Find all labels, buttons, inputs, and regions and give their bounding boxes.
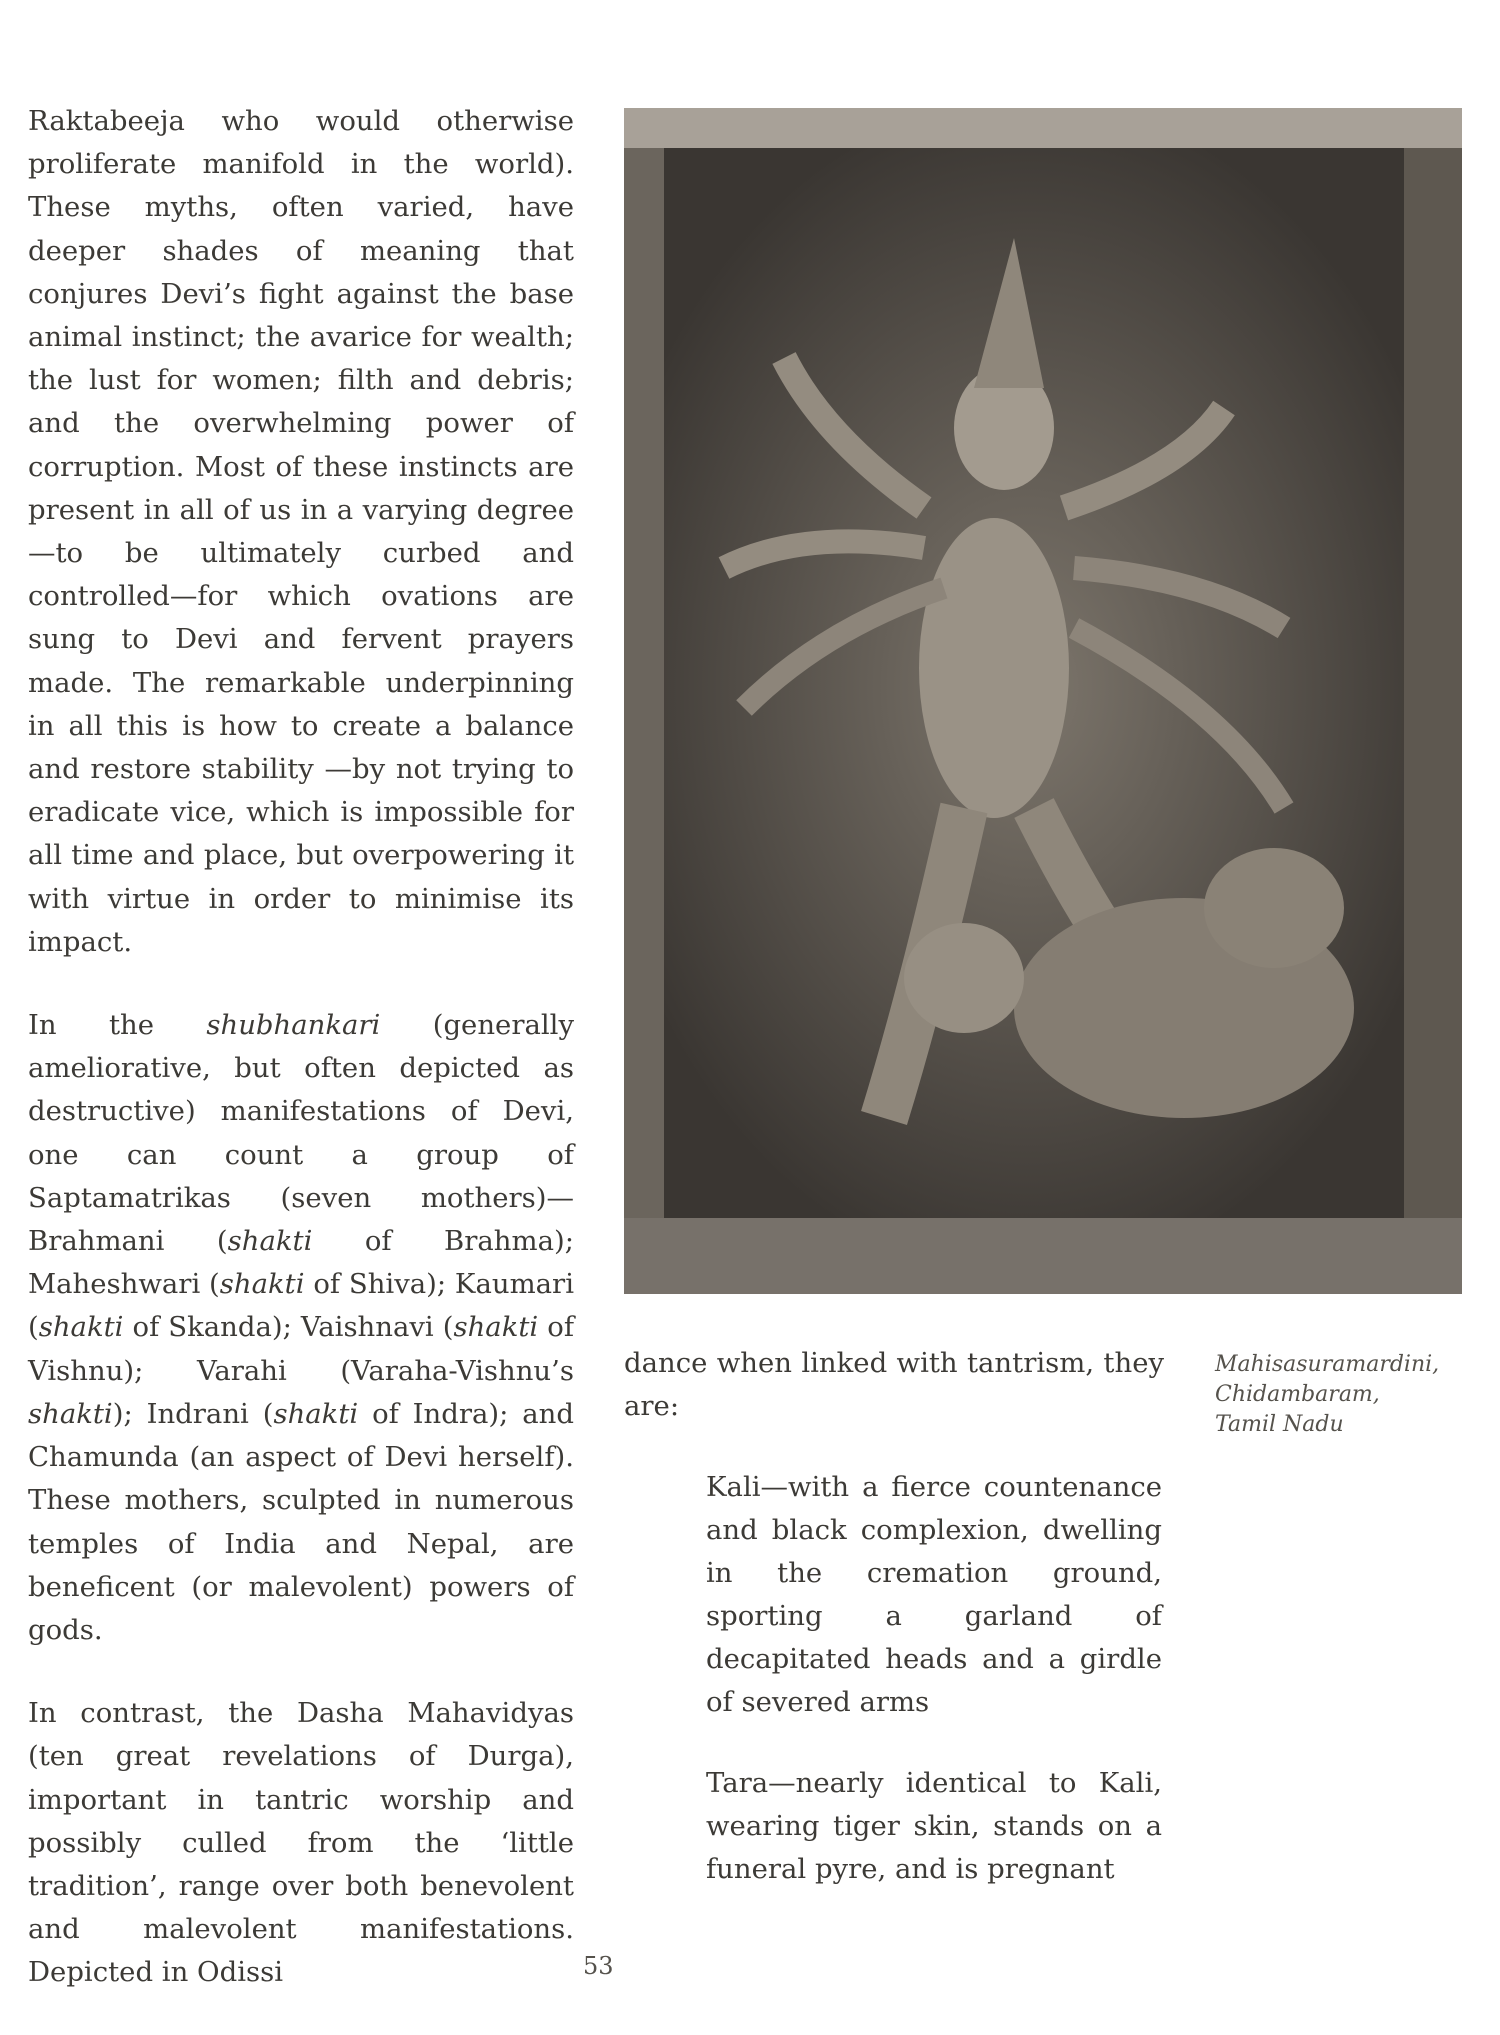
list-item-tara: Tara—nearly identical to Kali, wearing tiger skin, stands on a funeral pyre, and is pregnant: [706, 1767, 1162, 1885]
caption-line-1: Mahisasuramardini,: [1215, 1352, 1440, 1377]
paragraph-saptamatrikas: In the shubhankari (generally ameliorative, but often depicted as destructive) manifestations of Devi, one can count a group of Saptamatrikas (seven mothers)—Brahmani (shakti of Brahma); Maheshwari (shakti of Shiva); Kaumari (shakti of Skanda); Vaishnavi (shakti of Vishnu); Varahi (Varaha-Vishnu’s shakti); Indrani (shakti of Indra); and Chamunda (an aspect of Devi herself). These mothers, sculpted in numerous temples of India and Nepal, are beneficent (or malevolent) powers of gods.: [28, 1009, 574, 1646]
paragraph-mahavidyas: In contrast, the Dasha Mahavidyas (ten great revelations of Durga), important in tantric worship and possibly culled from the ‘little tradition’, range over both benevolent and malevolent manifestations. Depicted in Odissi: [28, 1697, 574, 1989]
middle-column: [624, 1342, 1164, 1929]
sculpture-photo: [624, 108, 1462, 1294]
photo-caption: [1215, 1350, 1445, 1440]
list-item-kali: Kali—with a fierce countenance and black complexion, dwelling in the cremation ground, sporting a garland of decapitated heads and a girdle of severed arms: [706, 1471, 1162, 1718]
page-number: 53: [583, 1952, 614, 1980]
paragraph-dance-intro: dance when linked with tantrism, they are:: [624, 1347, 1164, 1422]
caption-line-3: Tamil Nadu: [1215, 1412, 1344, 1437]
caption-line-2: Chidambaram,: [1215, 1382, 1380, 1407]
left-column: [28, 100, 574, 2035]
paragraph-myths: Raktabeeja who would otherwise proliferate manifold in the world). These myths, often varied, have deeper shades of meaning that conjures Devi’s fight against the base animal instinct; the avarice for wealth; the lust for women; filth and debris; and the overwhelming power of corruption. Most of these instincts are present in all of us in a varying degree—to be ultimately curbed and controlled—for which ovations are sung to Devi and fervent prayers made. The remarkable underpinning in all this is how to create a balance and restore stability —by not trying to eradicate vice, which is impossible for all time and place, but overpowering it with virtue in order to minimise its impact.: [28, 105, 574, 958]
mahisasuramardini-sculpture-image: [624, 108, 1462, 1294]
